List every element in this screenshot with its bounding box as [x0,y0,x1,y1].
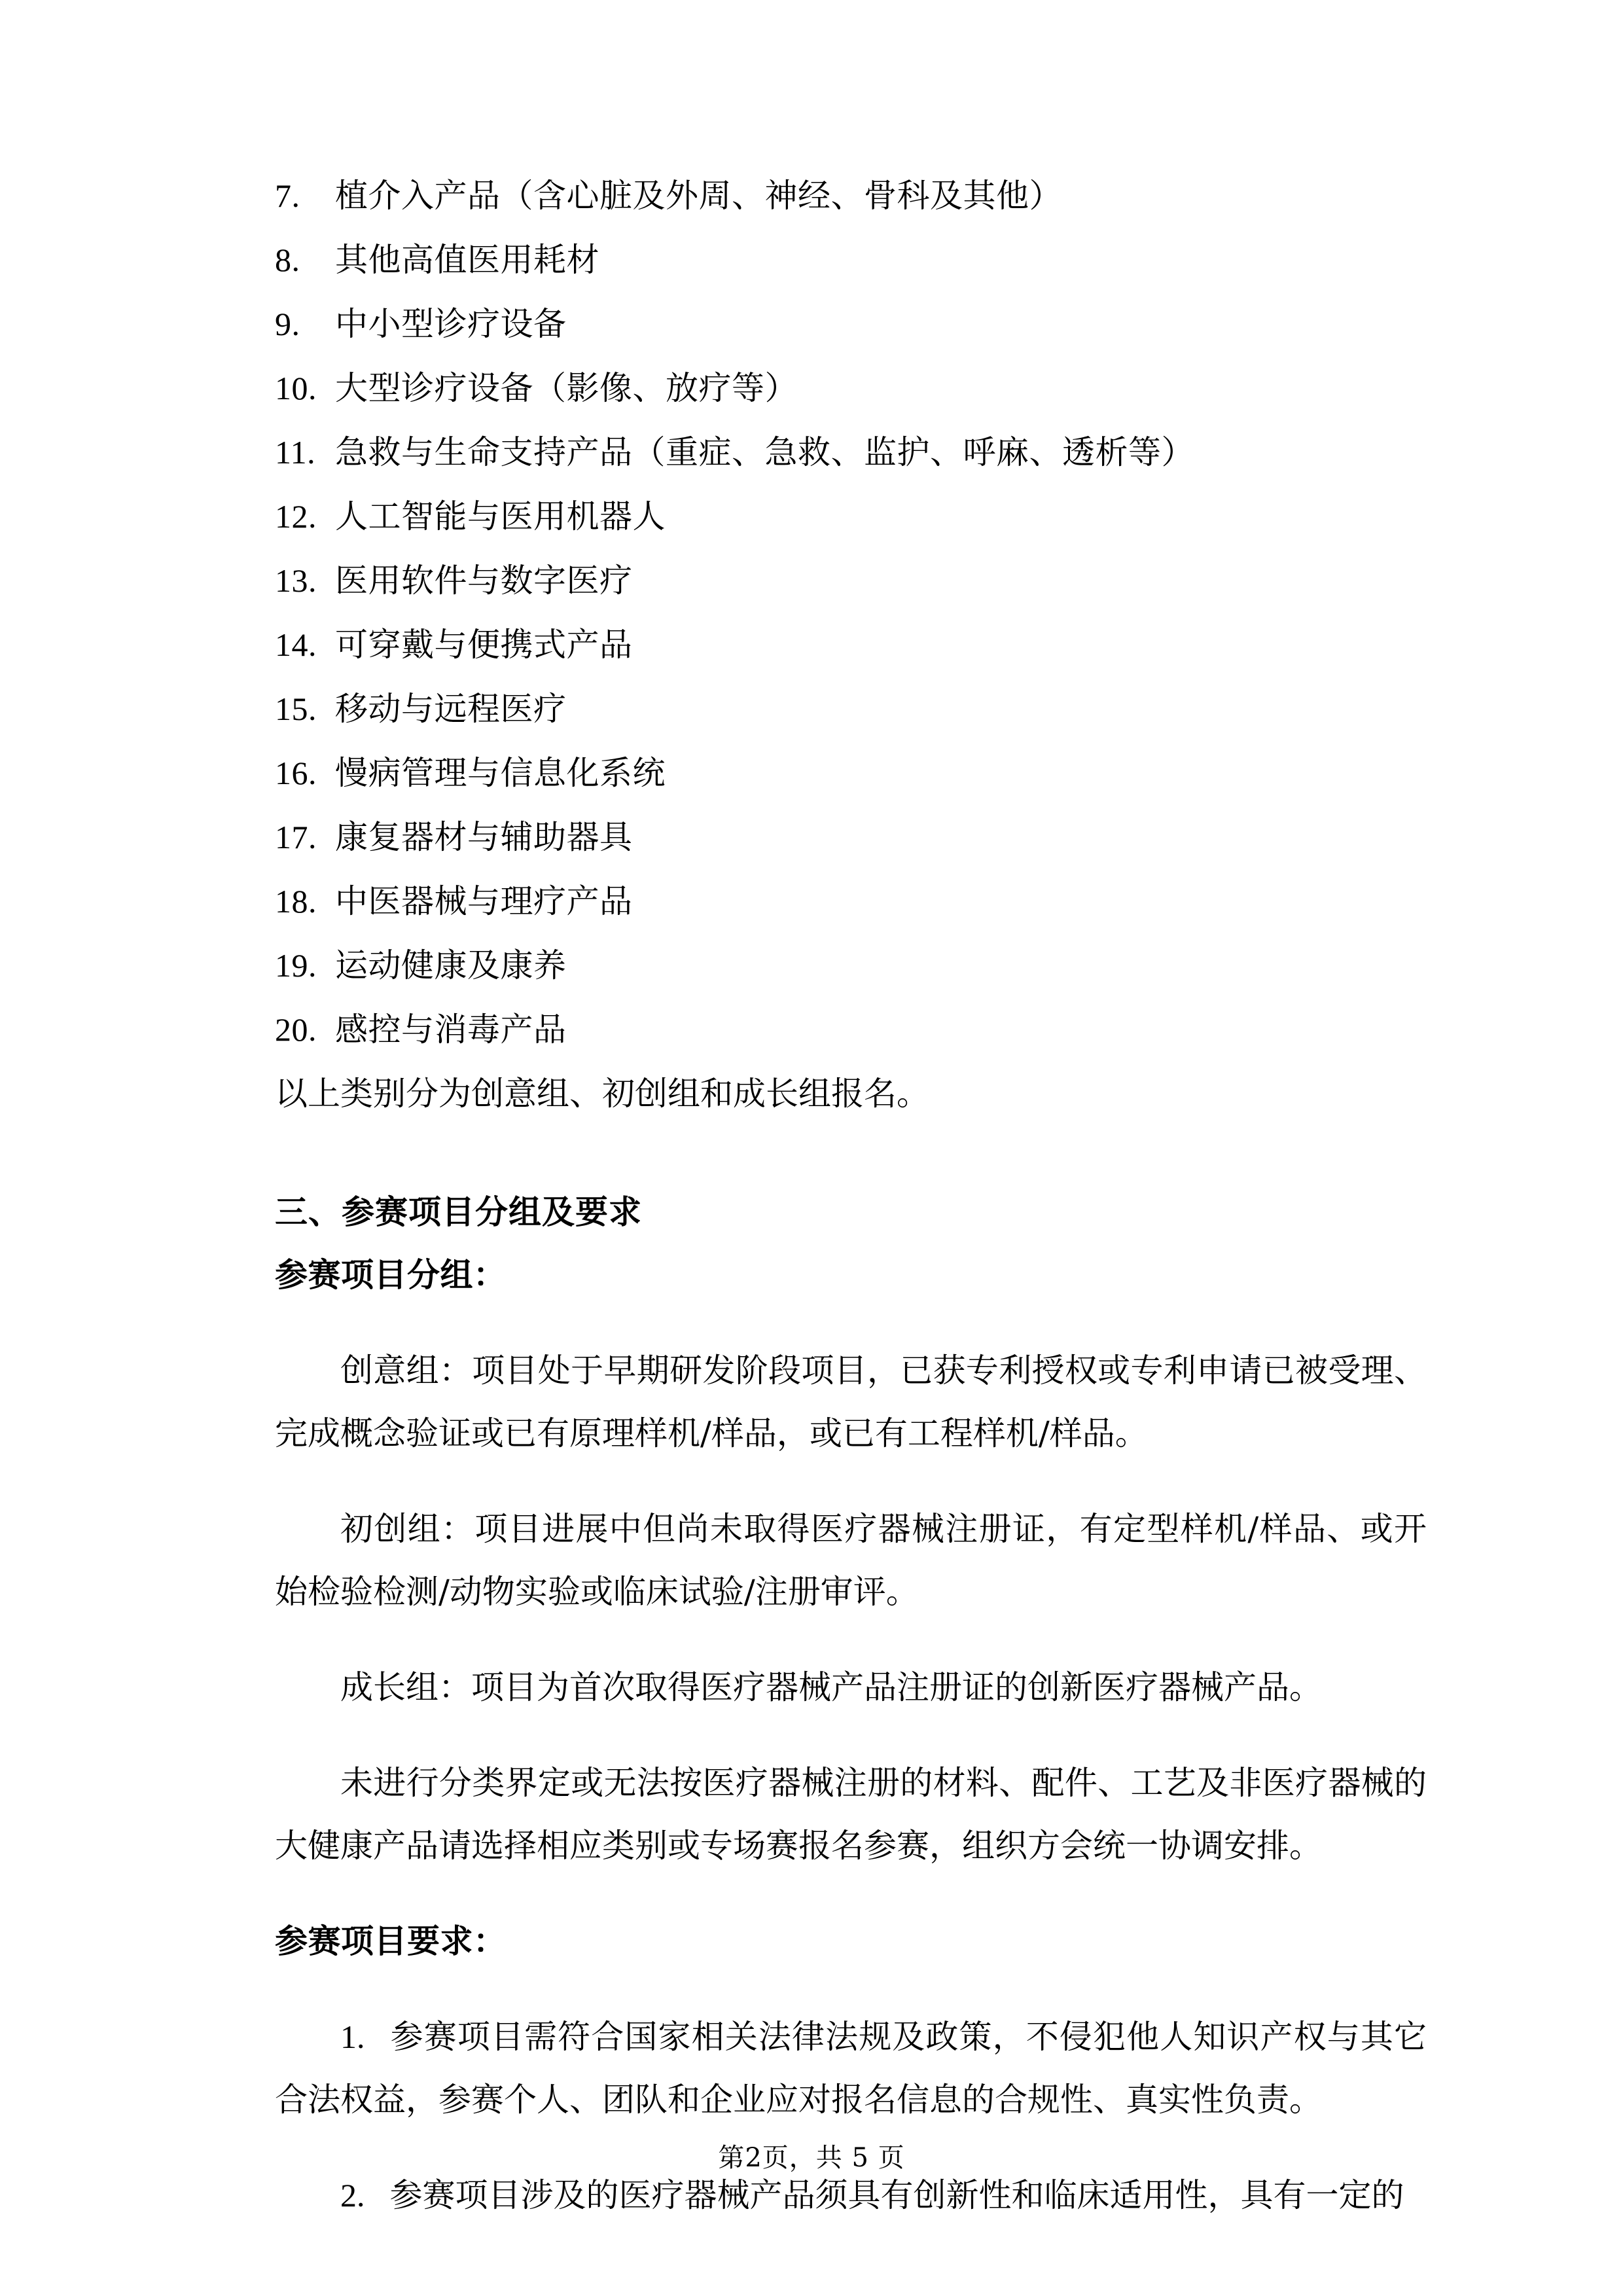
grouping-heading: 参赛项目分组： [275,1256,507,1294]
list-item [275,228,1427,292]
list-item-label: 其他高值医用耗材 [335,241,599,279]
list-item [275,356,1427,420]
list-item-label: 植介入产品（含心脏及外周、神经、骨科及其他） [335,177,1062,215]
group-paragraph-startup [275,1498,1427,1623]
list-item [275,548,1427,613]
category-list [275,164,1427,1062]
list-item-label: 医用软件与数字医疗 [335,562,633,600]
list-item-number: 12. [275,498,317,535]
list-item-number: 20. [275,1011,317,1048]
group-paragraph-growth [275,1656,1427,1719]
page-content [275,164,1427,2227]
list-item [275,164,1427,228]
list-item-number: 17. [275,819,317,855]
list-item-label: 急救与生命支持产品（重症、急救、监护、呼麻、透析等） [335,433,1194,471]
group-label-growth: 成长组： [340,1668,471,1706]
list-item-number: 19. [275,947,317,984]
group-label-startup: 初创组： [340,1510,475,1548]
requirement-number: 2. [340,2177,365,2214]
list-item [275,613,1427,677]
list-item-number: 13. [275,562,317,599]
list-item-label: 可穿戴与便携式产品 [335,626,633,664]
section-heading: 三、参赛项目分组及要求 [275,1193,642,1231]
list-item-label: 慢病管理与信息化系统 [335,754,666,792]
section-spacer [275,1126,1427,1181]
categories-note: 以上类别分为创意组、初创组和成长组报名。 [275,1075,929,1113]
group-body-startup: 项目进展中但尚未取得医疗器械注册证，有定型样机/样品、或开始检验检测/动物实验或临床试验/注册审评。 [275,1510,1427,1611]
list-item-label: 中医器械与理疗产品 [335,882,633,920]
group-label-creative: 创意组： [340,1352,473,1390]
page-footer: 第2页，共 5 页 [718,2143,905,2173]
requirements-heading: 参赛项目要求： [275,1922,507,1960]
list-item-label: 康复器材与辅助器具 [335,818,633,856]
list-item [275,933,1427,997]
list-item [275,292,1427,356]
list-item-label: 感控与消毒产品 [335,1011,567,1049]
group-body-creative: 项目处于早期研发阶段项目，已获专利授权或专利申请已被受理、完成概念验证或已有原理样机/样品，或已有工程样机/样品。 [275,1352,1427,1452]
list-item [275,484,1427,548]
list-item-label: 中小型诊疗设备 [335,305,567,343]
list-item [275,677,1427,741]
requirement-item [275,2005,1427,2131]
list-item [275,741,1427,805]
list-item-number: 14. [275,626,317,663]
list-item [275,869,1427,933]
requirement-text: 参赛项目需符合国家相关法律法规及政策，不侵犯他人知识产权与其它合法权益，参赛个人、团队和企业应对报名信息的合规性、真实性负责。 [275,2018,1427,2119]
list-item-number: 15. [275,691,317,727]
list-item-label: 人工智能与医用机器人 [335,497,666,535]
list-item-label: 移动与远程医疗 [335,690,567,728]
requirement-text: 参赛项目涉及的医疗器械产品须具有创新性和临床适用性，具有一定的 [389,2176,1404,2214]
list-item-number: 9. [275,306,300,342]
list-item-number: 7. [275,177,300,214]
group-paragraph-creative [275,1339,1427,1465]
list-item-label: 大型诊疗设备（影像、放疗等） [335,369,798,407]
list-item-label: 运动健康及康养 [335,946,567,984]
grouping-extra-paragraph: 未进行分类界定或无法按医疗器械注册的材料、配件、工艺及非医疗器械的大健康产品请选择相应类别或专场赛报名参赛，组织方会统一协调安排。 [275,1764,1427,1865]
list-item-number: 8. [275,242,300,278]
list-item-number: 10. [275,370,317,406]
list-item [275,997,1427,1062]
list-item [275,420,1427,484]
list-item-number: 18. [275,883,317,920]
list-item-number: 11. [275,434,316,471]
requirement-number: 1. [340,2018,365,2055]
group-body-growth: 项目为首次取得医疗器械产品注册证的创新医疗器械产品。 [471,1668,1322,1706]
list-item [275,805,1427,869]
list-item-number: 16. [275,755,317,791]
